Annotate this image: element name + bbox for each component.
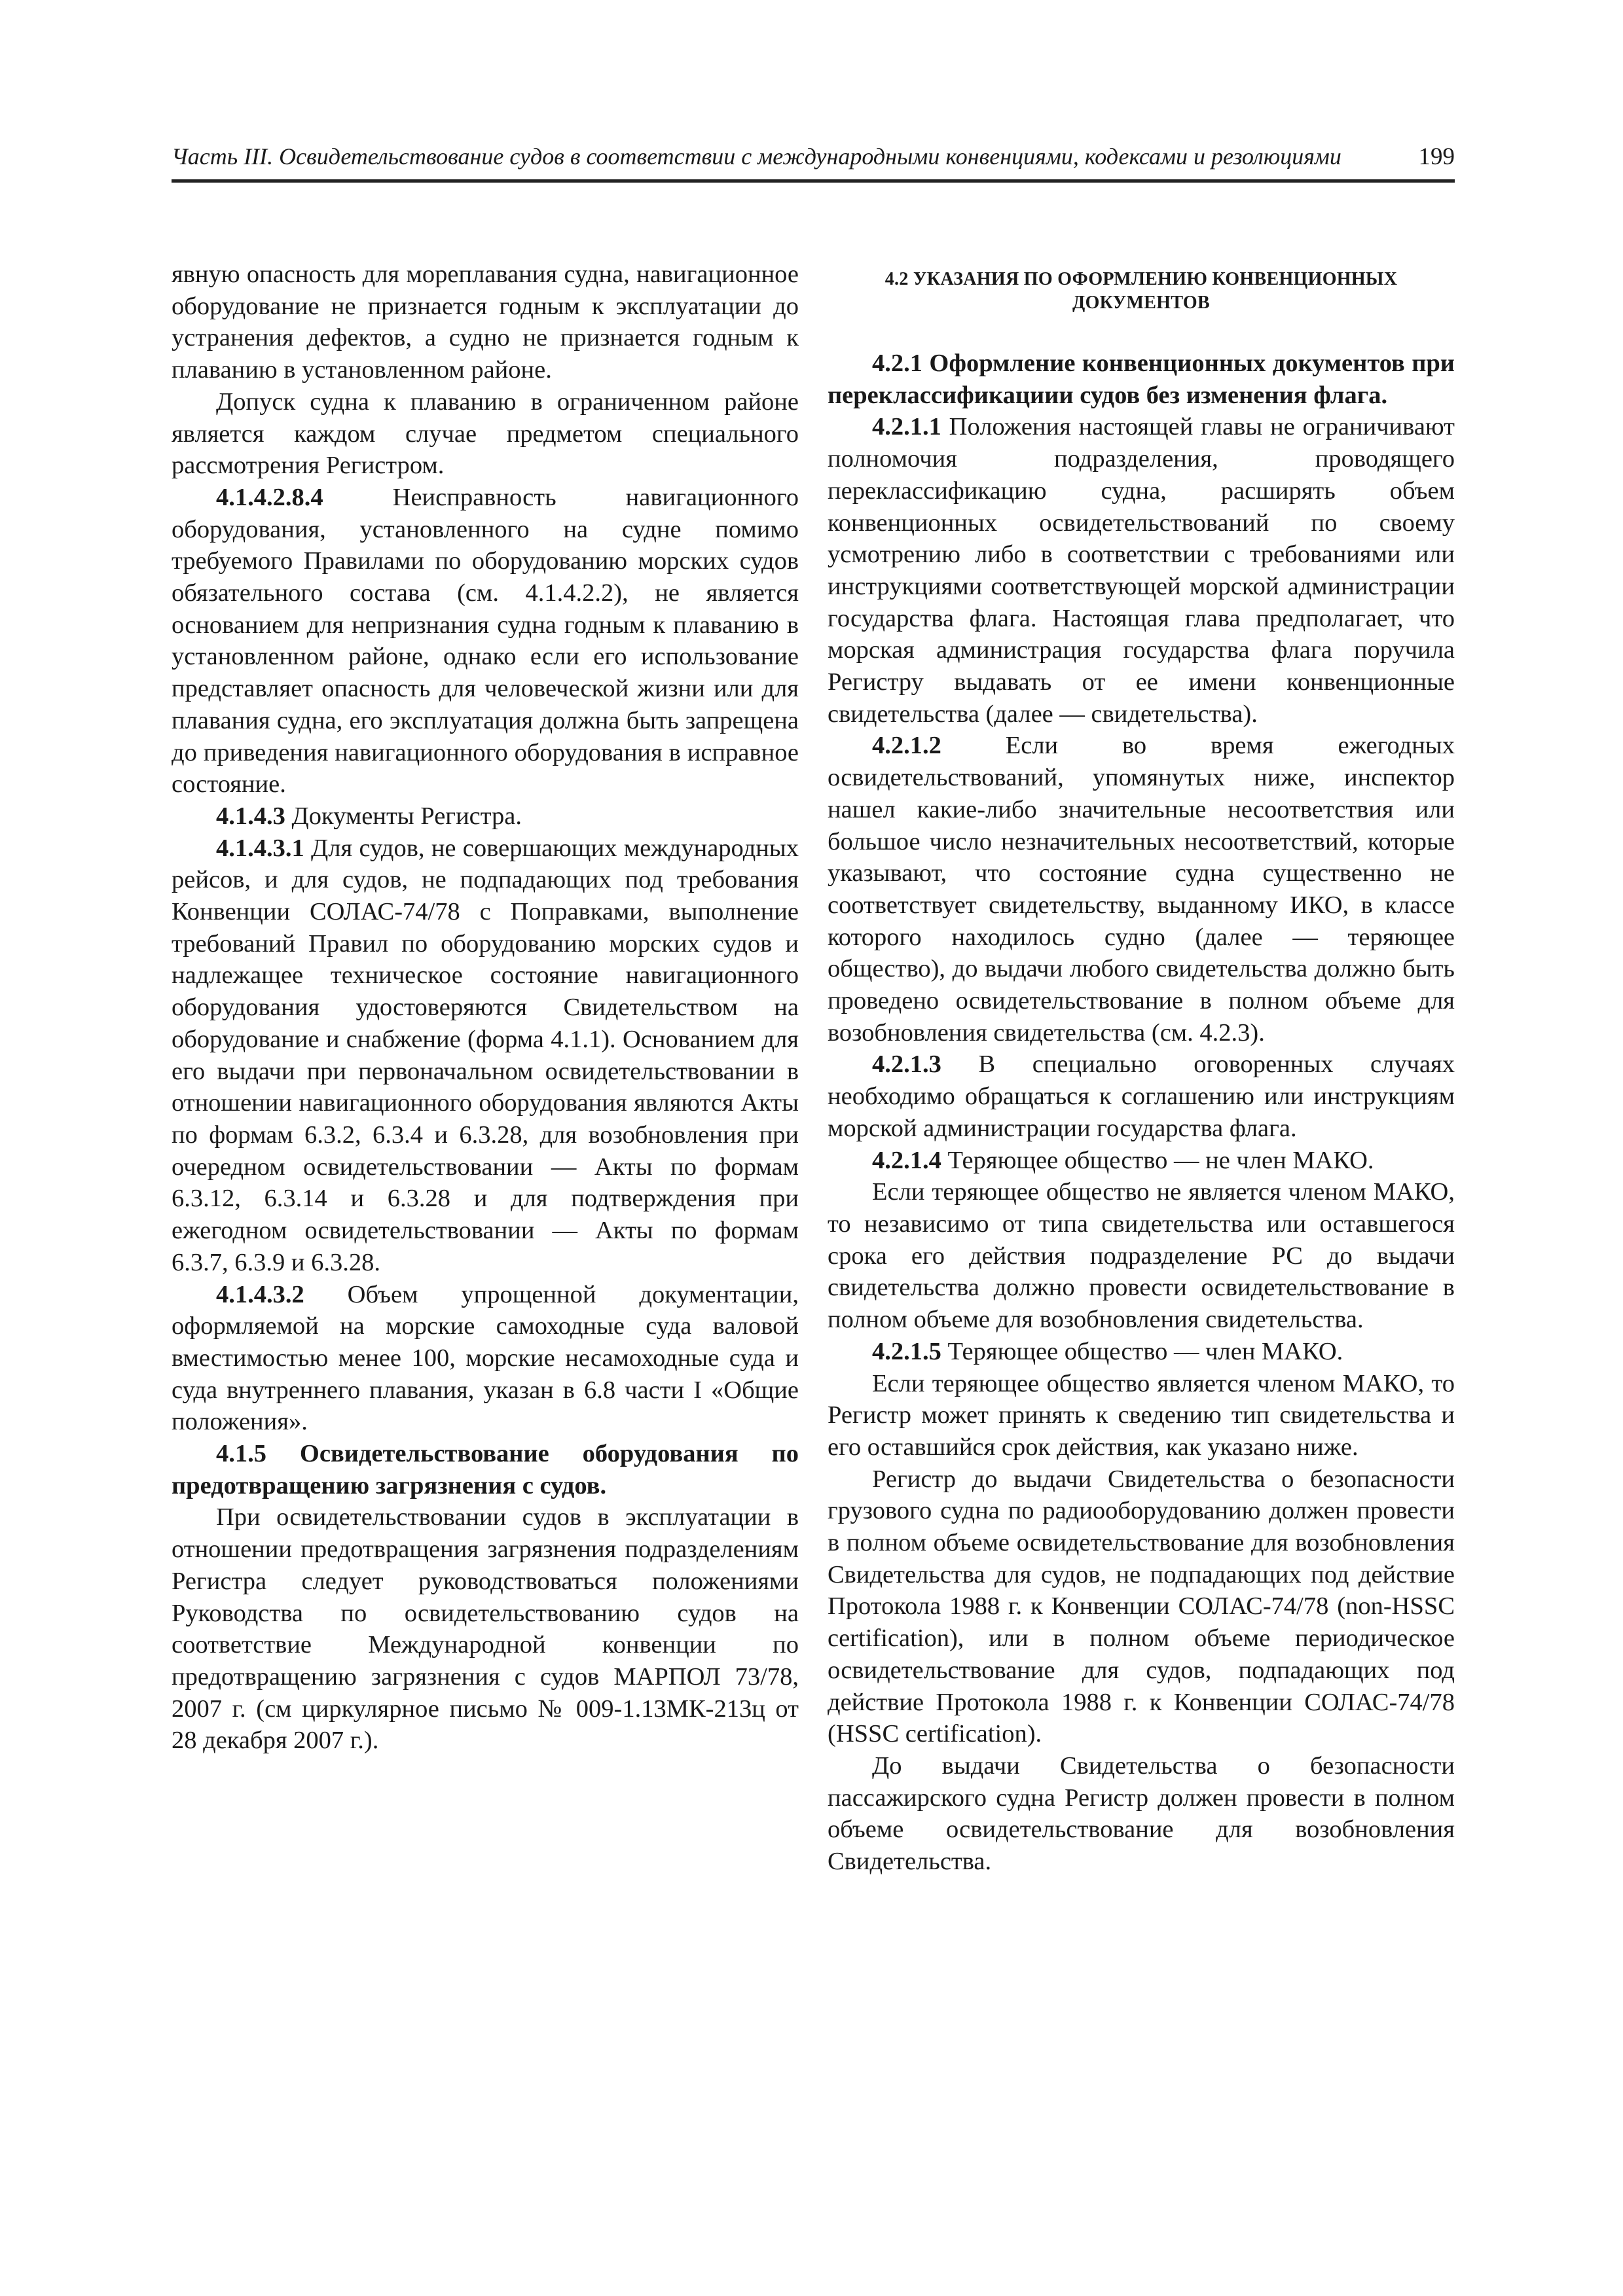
paragraph bbox=[828, 1145, 1455, 1177]
running-header bbox=[172, 143, 1455, 183]
paragraph: Если теряющее общество является членом МАКО, то Регистр может принять к сведению тип свидетельства и его оставшийся срок действия, как указано ниже. bbox=[828, 1369, 1455, 1461]
clause-text: Теряющее общество — не член МАКО. bbox=[941, 1146, 1374, 1174]
paragraph bbox=[172, 833, 799, 1279]
chapter-heading bbox=[828, 268, 1455, 315]
clause-number: 4.2.1.3 bbox=[872, 1050, 941, 1079]
paragraph: явную опасность для мореплавания судна, навигационное оборудование не признается годным к эксплуатации до устранения дефектов, а судно не признается годным к плаванию в установленном районе. bbox=[172, 260, 799, 384]
clause-number: 4.2.1.1 bbox=[872, 413, 941, 441]
section-heading: 4.1.5 Освидетельствование оборудования по предотвращению загрязнения с судов. bbox=[172, 1440, 799, 1499]
clause-number: 4.1.4.3 bbox=[216, 802, 285, 830]
paragraph bbox=[828, 1049, 1455, 1144]
paragraph: Регистр до выдачи Свидетельства о безопасности грузового судна по радиооборудованию должен провести в полном объеме освидетельствование для возобновления Свидетельства для судов, не подпадающих под действие Протокола 1988 г. к Конвенции СОЛАС-74/78 (non-HSSC certification), или в полном объеме периодическое освидетельствование для судов, подпадающих под действие Протокола 1988 г. к Конвенции СОЛАС-74/78 (HSSC certification). bbox=[828, 1465, 1455, 1748]
page-number: 199 bbox=[1418, 143, 1455, 170]
clause-number: 4.1.4.3.1 bbox=[216, 834, 304, 862]
left-column bbox=[172, 259, 799, 1757]
paragraph bbox=[828, 1336, 1455, 1368]
clause-text: Положения настоящей главы не ограничивают полномочия подразделения, проводящего переклассификацию судна, расширять объем конвенционных освидетельствований по своему усмотрению либо в соответствии с требованиями или инструкциями соответствующей морской администрации государства флага. Настоящая глава предполагает, что морская администрация государства флага поручила Регистру выдавать от ее имени конвенционные свидетельства (далее — свидетельства). bbox=[828, 413, 1455, 728]
clause-text: Объем упрощенной документации, оформляемой на морские самоходные суда валовой вместимостью менее 100, морские несамоходные суда и суда внутреннего плавания, указан в 6.8 части I «Общие положения». bbox=[172, 1280, 799, 1436]
paragraph bbox=[172, 482, 799, 800]
right-column bbox=[828, 259, 1455, 1878]
chapter-heading-line: ДОКУМЕНТОВ bbox=[1072, 293, 1210, 313]
clause-number: 4.2.1.4 bbox=[872, 1146, 941, 1174]
paragraph: До выдачи Свидетельства о безопасности пассажирского судна Регистр должен провести в полном объеме освидетельствование для возобновления Свидетельства. bbox=[828, 1751, 1455, 1876]
clause-text: Теряющее общество — член МАКО. bbox=[941, 1337, 1343, 1365]
clause-text: В специально оговоренных случаях необходимо обращаться к соглашению или инструкциям морской администрации государства флага. bbox=[828, 1050, 1455, 1142]
subsection-heading: 4.2.1 Оформление конвенционных документов при переклассификациии судов без изменения флага. bbox=[828, 350, 1455, 409]
paragraph bbox=[828, 730, 1455, 1049]
paragraph: При освидетельствовании судов в эксплуатации в отношении предотвращения загрязнения подразделениям Регистра следует руководствоваться положениями Руководства по освидетельствованию судов на соответствие Международной конвенции по предотвращению загрязнения с судов МАРПОЛ 73/78, 2007 г. (см циркулярное письмо № 009-1.13МК-213ц от 28 декабря 2007 г.). bbox=[172, 1503, 799, 1755]
clause-text: Если во время ежегодных освидетельствований, упомянутых ниже, инспектор нашел какие-либо значительные несоответствия или большое число незначительных несоответствий, которые указывают, что состояние судна существенно не соответствует свидетельству, выданному ИКО, в классе которого находилось судно (далее — теряющее общество), до выдачи любого свидетельства должно быть проведено освидетельствование в полном объеме для возобновления свидетельства (см. 4.2.3). bbox=[828, 732, 1455, 1047]
chapter-heading-line: 4.2 УКАЗАНИЯ ПО ОФОРМЛЕНИЮ КОНВЕНЦИОННЫХ bbox=[884, 269, 1398, 289]
clause-number: 4.1.4.3.2 bbox=[216, 1280, 304, 1308]
paragraph bbox=[172, 800, 799, 833]
clause-text: Документы Регистра. bbox=[285, 802, 522, 830]
clause-text: Для судов, не совершающих международных рейсов, и для судов, не подпадающих под требования Конвенции СОЛАС-74/78 с Поправками, выполнение требований Правил по оборудованию морских судов и надлежащее техническое состояние навигационного оборудования удостоверяются Свидетельством на оборудование и снабжение (форма 4.1.1). Основанием для его выдачи при первоначальном освидетельствовании в отношении навигационного оборудования являются Акты по формам 6.3.2, 6.3.4 и 6.3.28, для возобновления при очередном освидетельствовании — Акты по формам 6.3.12, 6.3.14 и 6.3.28 и для подтверждения при ежегодном освидетельствовании — Акты по формам 6.3.7, 6.3.9 и 6.3.28. bbox=[172, 834, 799, 1276]
header-title: Часть III. Освидетельствование судов в соответствии с международными конвенциями, кодексами и резолюциями bbox=[172, 143, 1341, 170]
paragraph bbox=[828, 411, 1455, 730]
clause-number: 4.1.4.2.8.4 bbox=[216, 483, 323, 511]
paragraph: Допуск судна к плаванию в ограниченном районе является каждом случае предметом специального рассмотрения Регистром. bbox=[172, 387, 799, 480]
paragraph bbox=[172, 1279, 799, 1439]
clause-text: Неисправность навигационного оборудования, установленного на судне помимо требуемого Правилами по оборудованию морских судов обязательного состава (см. 4.1.4.2.2), не является основанием для непризнания судна годным к плаванию в установленном районе, однако если его использование представляет опасность для человеческой жизни или для плавания судна, его эксплуатация должна быть запрещена до приведения навигационного оборудования в исправное состояние. bbox=[172, 483, 799, 798]
clause-number: 4.2.1.5 bbox=[872, 1337, 941, 1365]
paragraph: Если теряющее общество не является членом МАКО, то независимо от типа свидетельства или оставшегося срока его действия подразделение РС до выдачи свидетельства должно провести освидетельствование в полном объеме для возобновления свидетельства. bbox=[828, 1178, 1455, 1334]
clause-number: 4.2.1.2 bbox=[872, 732, 941, 760]
